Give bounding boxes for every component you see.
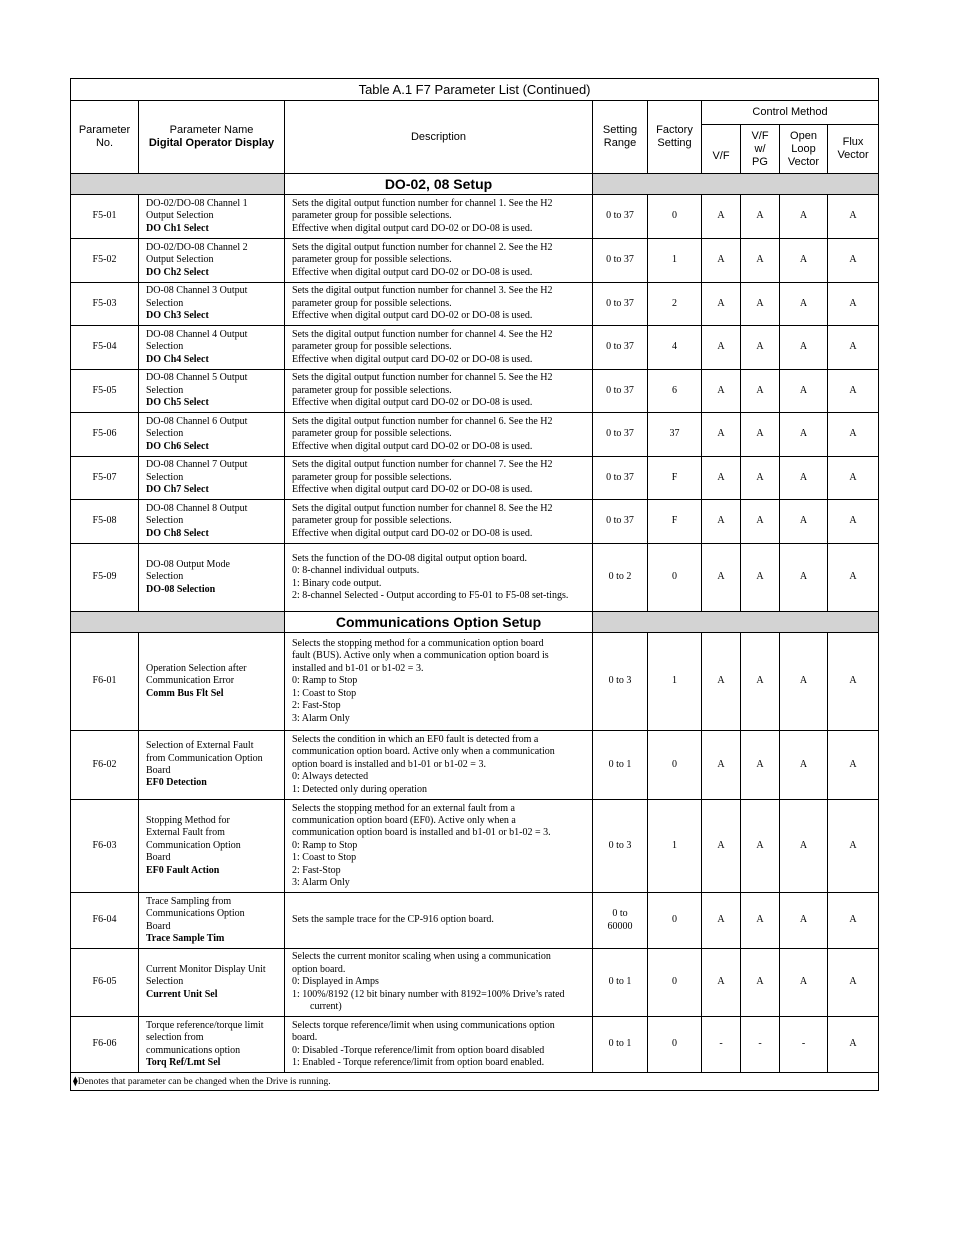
description-line: parameter group for possible selections. bbox=[292, 210, 452, 222]
parameter-row bbox=[71, 326, 879, 370]
parameter-row bbox=[71, 949, 879, 1017]
section-shade-right bbox=[593, 612, 879, 633]
description-line: 1: Coast to Stop bbox=[292, 852, 357, 864]
parameter-number: F5-04 bbox=[71, 326, 139, 370]
parameter-description bbox=[285, 326, 593, 370]
operator-display-name: DO Ch6 Select bbox=[146, 440, 209, 452]
parameter-name-line: Output Selection bbox=[146, 210, 214, 222]
control-flux-vector: A bbox=[828, 544, 879, 612]
parameter-row bbox=[71, 1017, 879, 1073]
control-vf-pg: A bbox=[741, 800, 780, 893]
description-line: 2: 8-channel Selected - Output according to F5-01 to F5-08 set-tings. bbox=[292, 589, 569, 601]
header-vf-pg: V/F w/ PG bbox=[741, 125, 780, 174]
description-line: 1: Enabled - Torque reference/limit from option board enabled. bbox=[292, 1056, 545, 1068]
factory-setting: 4 bbox=[648, 326, 702, 370]
control-vf-pg: A bbox=[741, 413, 780, 457]
parameter-name-line: Selection bbox=[146, 428, 184, 440]
operator-display-name: DO Ch3 Select bbox=[146, 310, 209, 322]
description-line: 1: Detected only during operation bbox=[292, 783, 427, 795]
description-line: Effective when digital output card DO-02 or DO-08 is used. bbox=[292, 484, 533, 496]
control-vf: A bbox=[702, 544, 741, 612]
parameter-name-line: Selection bbox=[146, 471, 184, 483]
parameter-row bbox=[71, 544, 879, 612]
parameter-name-line: Output Selection bbox=[146, 254, 214, 266]
control-open-loop-vector: A bbox=[780, 633, 828, 731]
parameter-name bbox=[139, 239, 285, 283]
description-line: 3: Alarm Only bbox=[292, 877, 350, 889]
control-vf-pg: A bbox=[741, 949, 780, 1017]
parameter-name-line: DO-08 Channel 3 Output bbox=[146, 285, 248, 297]
description-line: 0: Ramp to Stop bbox=[292, 675, 358, 687]
setting-range: 0 to 3 bbox=[593, 633, 648, 731]
control-open-loop-vector: A bbox=[780, 239, 828, 283]
control-open-loop-vector: A bbox=[780, 283, 828, 326]
section-header-row bbox=[71, 612, 879, 633]
control-flux-vector: A bbox=[828, 893, 879, 949]
parameter-name-line: Selection bbox=[146, 384, 184, 396]
parameter-name bbox=[139, 544, 285, 612]
description-line: 1: Binary code output. bbox=[292, 577, 382, 589]
parameter-name-line: Selection bbox=[146, 571, 184, 583]
description-line: board. bbox=[292, 1032, 318, 1044]
operator-display-name: DO-08 Selection bbox=[146, 583, 216, 595]
parameter-name-line: Current Monitor Display Unit bbox=[146, 963, 266, 975]
description-line: option board is installed and b1-01 or b1-02 = 3. bbox=[292, 758, 486, 770]
parameter-number: F6-05 bbox=[71, 949, 139, 1017]
setting-range: 0 to 60000 bbox=[593, 893, 648, 949]
header-vf: V/F bbox=[702, 125, 741, 174]
control-vf: A bbox=[702, 195, 741, 239]
parameter-description bbox=[285, 500, 593, 544]
parameter-number: F5-07 bbox=[71, 457, 139, 500]
control-vf-pg: A bbox=[741, 326, 780, 370]
parameter-table bbox=[70, 78, 879, 1091]
parameter-number: F5-03 bbox=[71, 283, 139, 326]
control-vf-pg: A bbox=[741, 370, 780, 413]
parameter-name-line: Selection bbox=[146, 297, 184, 309]
setting-range: 0 to 3 bbox=[593, 800, 648, 893]
parameter-row bbox=[71, 893, 879, 949]
section-title: Communications Option Setup bbox=[285, 612, 593, 633]
control-vf-pg: A bbox=[741, 457, 780, 500]
parameter-name-line: Communications Option bbox=[146, 908, 245, 920]
description-line: 2: Fast-Stop bbox=[292, 700, 341, 712]
parameter-description bbox=[285, 413, 593, 457]
section-shade-left bbox=[71, 612, 285, 633]
parameter-name-line: Board bbox=[146, 765, 171, 776]
control-open-loop-vector: A bbox=[780, 731, 828, 800]
description-line: 1: Coast to Stop bbox=[292, 687, 357, 699]
factory-setting: 0 bbox=[648, 949, 702, 1017]
parameter-row bbox=[71, 239, 879, 283]
description-line: parameter group for possible selections. bbox=[292, 384, 452, 396]
parameter-description bbox=[285, 239, 593, 283]
setting-range: 0 to 37 bbox=[593, 500, 648, 544]
header-parameter-name: Parameter Name Digital Operator Display bbox=[139, 101, 285, 174]
description-line: 1: 100%/8192 (12 bit binary number with 8192=100% Drive’s rated current) bbox=[292, 988, 565, 1013]
setting-range: 0 to 37 bbox=[593, 413, 648, 457]
parameter-name-line: Selection bbox=[146, 341, 184, 353]
description-line: 3: Alarm Only bbox=[292, 712, 350, 724]
control-vf-pg: A bbox=[741, 500, 780, 544]
parameter-description bbox=[285, 283, 593, 326]
parameter-name bbox=[139, 500, 285, 544]
operator-display-name: DO Ch4 Select bbox=[146, 353, 209, 365]
operator-display-name: Trace Sample Tim bbox=[146, 932, 225, 944]
parameter-row bbox=[71, 370, 879, 413]
description-line: fault (BUS). Active only when a communication option board is bbox=[292, 650, 549, 662]
control-vf-pg: A bbox=[741, 731, 780, 800]
setting-range: 0 to 37 bbox=[593, 195, 648, 239]
parameter-description bbox=[285, 195, 593, 239]
parameter-name-line: External Fault from bbox=[146, 827, 225, 839]
description-line: option board. bbox=[292, 963, 346, 975]
parameter-row bbox=[71, 800, 879, 893]
setting-range: 0 to 2 bbox=[593, 544, 648, 612]
table-title: Table A.1 F7 Parameter List (Continued) bbox=[71, 79, 879, 101]
parameter-number: F6-06 bbox=[71, 1017, 139, 1073]
parameter-name-line: Stopping Method for bbox=[146, 814, 230, 826]
parameter-description bbox=[285, 1017, 593, 1073]
setting-range: 0 to 37 bbox=[593, 239, 648, 283]
parameter-name-line: Board bbox=[146, 920, 171, 932]
description-line: Sets the function of the DO-08 digital output option board. bbox=[292, 552, 527, 564]
parameter-name-line: selection from bbox=[146, 1032, 204, 1044]
parameter-name-line: from Communication Option bbox=[146, 752, 263, 764]
parameter-name bbox=[139, 457, 285, 500]
control-open-loop-vector: A bbox=[780, 413, 828, 457]
control-vf: A bbox=[702, 413, 741, 457]
control-vf: - bbox=[702, 1017, 741, 1073]
parameter-name bbox=[139, 633, 285, 731]
parameter-row bbox=[71, 500, 879, 544]
setting-range: 0 to 37 bbox=[593, 283, 648, 326]
control-vf-pg: A bbox=[741, 283, 780, 326]
factory-setting: F bbox=[648, 457, 702, 500]
control-flux-vector: A bbox=[828, 195, 879, 239]
description-line: Effective when digital output card DO-02 or DO-08 is used. bbox=[292, 397, 533, 409]
parameter-name bbox=[139, 370, 285, 413]
description-line: Effective when digital output card DO-02 or DO-08 is used. bbox=[292, 266, 533, 278]
control-flux-vector: A bbox=[828, 1017, 879, 1073]
parameter-name bbox=[139, 800, 285, 893]
operator-display-name: DO Ch2 Select bbox=[146, 266, 209, 278]
factory-setting: 2 bbox=[648, 283, 702, 326]
control-vf: A bbox=[702, 633, 741, 731]
parameter-row bbox=[71, 283, 879, 326]
operator-display-name: Comm Bus Flt Sel bbox=[146, 687, 224, 699]
parameter-name bbox=[139, 893, 285, 949]
control-flux-vector: A bbox=[828, 457, 879, 500]
control-flux-vector: A bbox=[828, 413, 879, 457]
parameter-number: F6-03 bbox=[71, 800, 139, 893]
parameter-name bbox=[139, 731, 285, 800]
description-line: communication option board (EF0). Active only when a bbox=[292, 814, 516, 826]
parameter-name-line: DO-08 Channel 5 Output bbox=[146, 372, 248, 384]
control-open-loop-vector: A bbox=[780, 457, 828, 500]
description-line: Sets the digital output function number for channel 1. See the H2 bbox=[292, 197, 553, 209]
control-open-loop-vector: - bbox=[780, 1017, 828, 1073]
control-flux-vector: A bbox=[828, 800, 879, 893]
operator-display-name: DO Ch8 Select bbox=[146, 527, 209, 539]
description-line: parameter group for possible selections. bbox=[292, 297, 452, 309]
section-shade-right bbox=[593, 174, 879, 195]
parameter-number: F5-08 bbox=[71, 500, 139, 544]
description-line: Sets the digital output function number for channel 4. See the H2 bbox=[292, 328, 553, 340]
parameter-name-line: DO-08 Channel 6 Output bbox=[146, 415, 248, 427]
description-line: parameter group for possible selections. bbox=[292, 341, 452, 353]
factory-setting: 0 bbox=[648, 731, 702, 800]
parameter-description bbox=[285, 731, 593, 800]
description-line: 2: Fast-Stop bbox=[292, 864, 341, 876]
factory-setting: 1 bbox=[648, 633, 702, 731]
setting-range: 0 to 1 bbox=[593, 731, 648, 800]
factory-setting: 37 bbox=[648, 413, 702, 457]
section-shade-left bbox=[71, 174, 285, 195]
description-line: Selects the stopping method for an external fault from a bbox=[292, 802, 515, 814]
parameter-row bbox=[71, 731, 879, 800]
factory-setting: 0 bbox=[648, 544, 702, 612]
description-line: parameter group for possible selections. bbox=[292, 471, 452, 483]
factory-setting: 1 bbox=[648, 800, 702, 893]
operator-display-name: DO Ch5 Select bbox=[146, 397, 209, 409]
parameter-description bbox=[285, 800, 593, 893]
control-open-loop-vector: A bbox=[780, 326, 828, 370]
control-vf: A bbox=[702, 949, 741, 1017]
parameter-row bbox=[71, 195, 879, 239]
control-vf: A bbox=[702, 326, 741, 370]
parameter-name-line: DO-08 Channel 4 Output bbox=[146, 328, 248, 340]
control-vf: A bbox=[702, 800, 741, 893]
control-open-loop-vector: A bbox=[780, 370, 828, 413]
parameter-name-line: Selection bbox=[146, 976, 184, 988]
factory-setting: 0 bbox=[648, 195, 702, 239]
description-line: Sets the digital output function number for channel 2. See the H2 bbox=[292, 241, 553, 253]
description-line: 0: Always detected bbox=[292, 771, 369, 783]
parameter-name-line: DO-02/DO-08 Channel 2 bbox=[146, 241, 248, 253]
parameter-number: F6-04 bbox=[71, 893, 139, 949]
control-flux-vector: A bbox=[828, 633, 879, 731]
control-flux-vector: A bbox=[828, 949, 879, 1017]
parameter-row bbox=[71, 457, 879, 500]
parameter-name-line: DO-08 Channel 7 Output bbox=[146, 459, 248, 471]
parameter-name bbox=[139, 413, 285, 457]
parameter-description bbox=[285, 893, 593, 949]
control-open-loop-vector: A bbox=[780, 800, 828, 893]
control-flux-vector: A bbox=[828, 731, 879, 800]
description-line: Effective when digital output card DO-02 or DO-08 is used. bbox=[292, 222, 533, 234]
parameter-description bbox=[285, 544, 593, 612]
header-description: Description bbox=[285, 101, 593, 174]
header-flux-vector: Flux Vector bbox=[828, 125, 879, 174]
factory-setting: 0 bbox=[648, 1017, 702, 1073]
description-line: parameter group for possible selections. bbox=[292, 515, 452, 527]
description-line: Sets the digital output function number for channel 3. See the H2 bbox=[292, 285, 553, 297]
parameter-name-line: Board bbox=[146, 852, 171, 864]
description-line: Selects the stopping method for a communication option board bbox=[292, 638, 544, 650]
parameter-name-line: DO-08 Output Mode bbox=[146, 558, 230, 570]
setting-range: 0 to 37 bbox=[593, 326, 648, 370]
description-line: Sets the digital output function number for channel 8. See the H2 bbox=[292, 502, 553, 514]
control-flux-vector: A bbox=[828, 239, 879, 283]
control-flux-vector: A bbox=[828, 326, 879, 370]
control-flux-vector: A bbox=[828, 500, 879, 544]
description-line: installed and b1-01 or b1-02 = 3. bbox=[292, 662, 424, 674]
setting-range: 0 to 1 bbox=[593, 1017, 648, 1073]
header-control-method: Control Method bbox=[702, 101, 879, 125]
footnote: ⧫Denotes that parameter can be changed when the Drive is running. bbox=[71, 1073, 879, 1091]
parameter-number: F5-09 bbox=[71, 544, 139, 612]
control-open-loop-vector: A bbox=[780, 195, 828, 239]
section-header-row bbox=[71, 174, 879, 195]
parameter-number: F5-01 bbox=[71, 195, 139, 239]
parameter-name-line: Selection bbox=[146, 515, 184, 527]
description-line: Effective when digital output card DO-02 or DO-08 is used. bbox=[292, 527, 533, 539]
parameter-name-line: Torque reference/torque limit bbox=[146, 1019, 264, 1031]
description-line: communication option board. Active only when a communication bbox=[292, 746, 555, 758]
parameter-name bbox=[139, 283, 285, 326]
operator-display-name: EF0 Fault Action bbox=[146, 864, 220, 876]
factory-setting: F bbox=[648, 500, 702, 544]
description-line: Selects torque reference/limit when using communications option bbox=[292, 1019, 555, 1031]
control-vf: A bbox=[702, 500, 741, 544]
description-line: 0: Displayed in Amps bbox=[292, 976, 379, 988]
header-factory-setting: Factory Setting bbox=[648, 101, 702, 174]
description-line: Effective when digital output card DO-02 or DO-08 is used. bbox=[292, 440, 533, 452]
setting-range: 0 to 37 bbox=[593, 457, 648, 500]
description-line: communication option board is installed and b1-01 or b1-02 = 3. bbox=[292, 827, 551, 839]
factory-setting: 1 bbox=[648, 239, 702, 283]
parameter-table-container bbox=[70, 78, 878, 1091]
control-vf-pg: A bbox=[741, 544, 780, 612]
description-line: Sets the digital output function number for channel 5. See the H2 bbox=[292, 372, 553, 384]
parameter-description bbox=[285, 633, 593, 731]
description-line: Sets the digital output function number for channel 6. See the H2 bbox=[292, 415, 553, 427]
parameter-name bbox=[139, 195, 285, 239]
section-title: DO-02, 08 Setup bbox=[285, 174, 593, 195]
description-line: 0: 8-channel individual outputs. bbox=[292, 565, 420, 577]
factory-setting: 6 bbox=[648, 370, 702, 413]
description-line: Sets the sample trace for the CP-916 option board. bbox=[292, 914, 494, 926]
footnote-row bbox=[71, 1073, 879, 1091]
operator-display-name: Current Unit Sel bbox=[146, 988, 218, 1000]
setting-range: 0 to 1 bbox=[593, 949, 648, 1017]
setting-range: 0 to 37 bbox=[593, 370, 648, 413]
header-open-loop-vector: Open Loop Vector bbox=[780, 125, 828, 174]
description-line: Selects the condition in which an EF0 fault is detected from a bbox=[292, 733, 539, 745]
parameter-description bbox=[285, 370, 593, 413]
control-vf: A bbox=[702, 731, 741, 800]
parameter-description bbox=[285, 457, 593, 500]
control-open-loop-vector: A bbox=[780, 949, 828, 1017]
control-open-loop-vector: A bbox=[780, 500, 828, 544]
control-vf: A bbox=[702, 457, 741, 500]
description-line: 0: Disabled -Torque reference/limit from option board disabled bbox=[292, 1044, 545, 1056]
control-vf-pg: - bbox=[741, 1017, 780, 1073]
control-flux-vector: A bbox=[828, 283, 879, 326]
parameter-number: F5-02 bbox=[71, 239, 139, 283]
parameter-number: F6-02 bbox=[71, 731, 139, 800]
parameter-name-line: Communication Error bbox=[146, 675, 235, 687]
control-vf-pg: A bbox=[741, 239, 780, 283]
factory-setting: 0 bbox=[648, 893, 702, 949]
control-open-loop-vector: A bbox=[780, 893, 828, 949]
parameter-number: F5-06 bbox=[71, 413, 139, 457]
operator-display-name: EF0 Detection bbox=[146, 777, 207, 789]
parameter-number: F5-05 bbox=[71, 370, 139, 413]
control-vf: A bbox=[702, 239, 741, 283]
operator-display-name: DO Ch1 Select bbox=[146, 222, 209, 234]
parameter-name-line: Operation Selection after bbox=[146, 662, 247, 674]
parameter-number: F6-01 bbox=[71, 633, 139, 731]
control-vf: A bbox=[702, 370, 741, 413]
control-flux-vector: A bbox=[828, 370, 879, 413]
description-line: 0: Ramp to Stop bbox=[292, 839, 358, 851]
parameter-description bbox=[285, 949, 593, 1017]
description-line: Selects the current monitor scaling when using a communication bbox=[292, 951, 551, 963]
parameter-row bbox=[71, 633, 879, 731]
control-open-loop-vector: A bbox=[780, 544, 828, 612]
parameter-name-line: Selection of External Fault bbox=[146, 740, 254, 752]
parameter-name bbox=[139, 326, 285, 370]
description-line: Effective when digital output card DO-02 or DO-08 is used. bbox=[292, 310, 533, 322]
control-vf-pg: A bbox=[741, 633, 780, 731]
parameter-name-line: Communication Option bbox=[146, 839, 241, 851]
operator-display-name: Torq Ref/Lmt Sel bbox=[146, 1056, 221, 1068]
parameter-name bbox=[139, 949, 285, 1017]
parameter-name-line: DO-08 Channel 8 Output bbox=[146, 502, 248, 514]
control-vf: A bbox=[702, 893, 741, 949]
parameter-row bbox=[71, 413, 879, 457]
parameter-name bbox=[139, 1017, 285, 1073]
description-line: parameter group for possible selections. bbox=[292, 428, 452, 440]
parameter-name-line: Trace Sampling from bbox=[146, 895, 232, 907]
parameter-name-line: communications option bbox=[146, 1044, 241, 1056]
description-line: parameter group for possible selections. bbox=[292, 254, 452, 266]
operator-display-name: DO Ch7 Select bbox=[146, 484, 209, 496]
header-setting-range: Setting Range bbox=[593, 101, 648, 174]
control-vf-pg: A bbox=[741, 195, 780, 239]
description-line: Effective when digital output card DO-02 or DO-08 is used. bbox=[292, 353, 533, 365]
description-line: Sets the digital output function number for channel 7. See the H2 bbox=[292, 459, 553, 471]
header-parameter-no: Parameter No. bbox=[71, 101, 139, 174]
parameter-name-line: DO-02/DO-08 Channel 1 bbox=[146, 197, 248, 209]
control-vf-pg: A bbox=[741, 893, 780, 949]
control-vf: A bbox=[702, 283, 741, 326]
